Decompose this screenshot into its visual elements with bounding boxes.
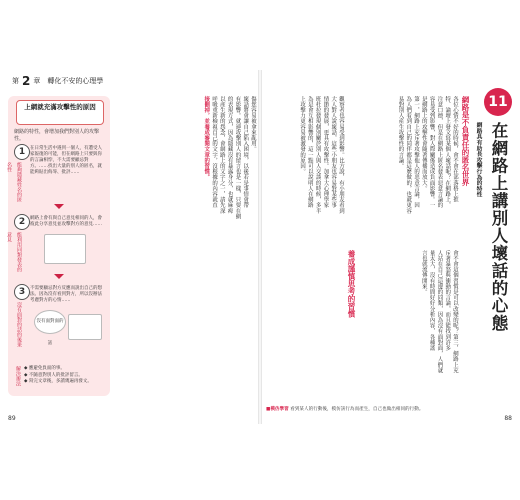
right-body-block-3 [266, 96, 344, 396]
right-column: 注意口德，但是在網路上匿名發表惡意言論的 [436, 96, 443, 208]
solutions-box [12, 366, 106, 392]
right-column: 第一，網路上充斥著攻擊他人的惡意言論，因 [413, 96, 420, 208]
left-column: 的表現方式，因為隱藏沒有暴露身分，也就麻痺 [226, 96, 233, 214]
card-title: 上網就充滿攻擊性的原因 [16, 100, 104, 125]
right-body-block-2 [378, 250, 458, 396]
right-column: 各位心情不好的時候，會不會在部落格上推 [452, 96, 458, 203]
right-column: 班杜拉發現個別關於別人與人交談的時候，多半 [314, 96, 321, 214]
left-column: 傷您容易被拿來亂用。 [250, 96, 256, 152]
step-1-caption: 能夠隱藏姓名的匿名性 [6, 162, 22, 202]
footnote [266, 406, 423, 412]
page-number-right: 88 [504, 415, 512, 422]
right-column: 易對別人產生攻擊性的言論。 [397, 96, 404, 169]
right-column: 言也就流傳開來。 [420, 250, 427, 295]
arrow-down-icon [54, 204, 64, 209]
card-intro: 網路的特性，會增加我們對別人的攻擊性。 [14, 129, 100, 142]
right-column: 會不會這個習慣是可以改變的呢？第三，網路上充 [452, 250, 458, 374]
section-heading-1: 網路是不負責任的匿名世界 [461, 96, 470, 186]
right-column: 觀察者也容易受到影響。比方說，有小朋友看到 [338, 96, 344, 214]
right-column: 情節的發展，更具有攻擊性。加拿大心理學家 [322, 96, 329, 208]
computer-illustration [68, 314, 102, 340]
step-2 [6, 214, 104, 272]
speech-bubble: 沒有面對面的話 [34, 310, 66, 334]
right-column: 容易受到影響，對人際關係造成負面影響。一 [428, 96, 435, 208]
chapter-header [12, 74, 103, 88]
chapter-label: 第 [12, 77, 19, 85]
left-column: 呼吸重新檢視自己的文字，沒根據的內容就直 [211, 96, 218, 208]
left-column: 接刪掉，並養成審閱文章的習慣。 [203, 96, 210, 180]
step-1 [6, 144, 104, 202]
left-column: 以產生新的怨念，會網路上的文字之一，請先深 [218, 96, 225, 214]
computer-illustration [44, 234, 86, 264]
right-body-block-1 [378, 96, 458, 242]
section-badge: 11 [484, 88, 512, 116]
arrow-down-icon [54, 274, 64, 279]
right-column: 斥著暴怒與衝動的言論，而且能找到許多 [444, 250, 451, 351]
solution-item: ◆ 不隨意對別人的批評留言。 [24, 372, 83, 378]
left-page [6, 70, 258, 424]
step-3 [14, 284, 104, 362]
solution-item: ◆ 應避免負面的事。 [24, 366, 65, 371]
right-column: 人站在自己這邊的同類，因為沒有面對面，人們就 [436, 250, 443, 374]
right-column: 大人對人說壞話，這些小朋友也容易對某些事 [330, 96, 337, 208]
step-3-number: 3 [14, 284, 30, 300]
step-2-number: 2 [14, 214, 30, 230]
book-spread [6, 70, 514, 424]
step-3-text: 不需要顧忌對方反應而說出自己的想法。因為沒有看到對方，所以沒辦法考慮對方的心情…… [30, 286, 102, 303]
right-column: 上攻擊力更容易被激發的原因。 [299, 96, 306, 175]
page-subtitle: 網路具有助長攻擊行為的特性 [475, 122, 481, 198]
right-column: 量太大，沒有時間好好分析內容，各種謠 [428, 250, 435, 351]
right-column: 是網路上的攻擊性會隨著傳播而放大。 [420, 96, 427, 192]
step-2-caption: 能利用同類發表的意見 [6, 232, 22, 272]
chapter-number: 2 [22, 74, 31, 88]
section-heading-2: 養成謹慎思考的習慣 [347, 250, 356, 318]
solution-item: ◆ 寫完文章後，多讀幾遍再發文。 [24, 379, 92, 384]
right-column: 為是會互相影響的，這一點可以說明人在網路 [306, 96, 313, 208]
footnote-text: 看到某人的行動後，模仿該行為而產生，自己也做出相同的行動。 [290, 407, 424, 412]
chapter-title: 轉化不安的心理學 [47, 77, 104, 85]
step-1-number: 1 [14, 144, 30, 160]
chapter-suffix: 章 [33, 77, 41, 85]
footnote-label: ■模仿學習 [266, 407, 289, 412]
left-column: 壞話將會讓自己陷入困境，以後若是事情會帶 [242, 96, 249, 208]
right-page [262, 70, 514, 424]
left-body-text [116, 96, 256, 396]
page-number-left: 89 [8, 415, 16, 422]
step-2-text: 網路上會有與自己意見相同的人，會彼此分享意見並攻擊對方的意見…… [30, 216, 102, 227]
right-column: 特、論壇上發文寫某個人壞話呢？在網路上， [444, 96, 451, 208]
left-column: 有影響。就連攻擊別人的留言也是一樣，只要在網 [234, 96, 241, 220]
solutions-list [24, 366, 92, 386]
step-3-caption: 沒有面對的話的後果 [16, 302, 22, 347]
solutions-label: 解決辦法 [15, 366, 21, 386]
right-column: 為人們看到自己的同伴都是這麼做的，也就更容 [405, 96, 412, 214]
step-1-text: 在日常生活中遇到一個人，有遭受人家報復的可能，但在網路上只要與你的言論相悖，不大需要顧忌對方。……找出大量的別人的匿名，就能夠貼出侮辱、批評…… [30, 146, 102, 175]
page-title: 在網路上講別人壞話的心態 [489, 122, 508, 332]
info-card [8, 96, 110, 396]
